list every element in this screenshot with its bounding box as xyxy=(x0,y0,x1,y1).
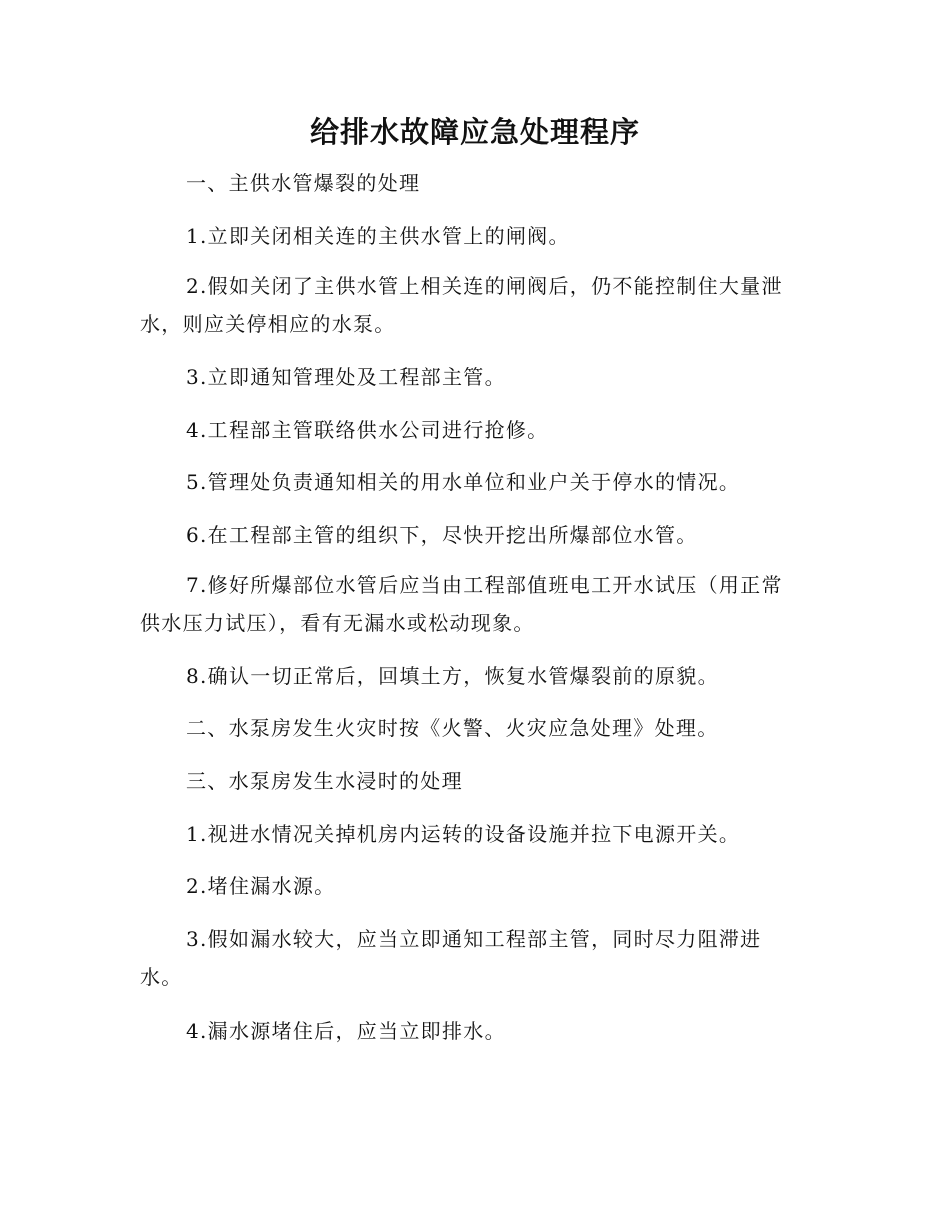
paragraph-1-8: 8.确认一切正常后，回填土方，恢复水管爆裂前的原貌。 xyxy=(186,664,719,688)
paragraph-1-1: 1.立即关闭相关连的主供水管上的闸阀。 xyxy=(186,224,570,248)
paragraph-1-7: 7.修好所爆部位水管后应当由工程部值班电工开水试压（用正常供水压力试压），看有无漏水或松动现象。 xyxy=(140,573,783,635)
document-title: 给排水故障应急处理程序 xyxy=(309,115,640,149)
paragraph-3-2: 2.堵住漏水源。 xyxy=(186,874,336,898)
paragraph-1-6: 6.在工程部主管的组织下，尽快开挖出所爆部位水管。 xyxy=(186,523,698,547)
section-heading-2: 二、水泵房发生火灾时按《火警、火灾应急处理》处理。 xyxy=(186,716,719,740)
paragraph-3-1: 1.视进水情况关掉机房内运转的设备设施并拉下电源开关。 xyxy=(186,822,741,846)
section-heading-1: 一、主供水管爆裂的处理 xyxy=(186,171,421,195)
section-heading-3: 三、水泵房发生水浸时的处理 xyxy=(186,769,463,793)
paragraph-1-5: 5.管理处负责通知相关的用水单位和业户关于停水的情况。 xyxy=(186,470,741,494)
paragraph-1-4: 4.工程部主管联络供水公司进行抢修。 xyxy=(186,418,549,442)
paragraph-1-2: 2.假如关闭了主供水管上相关连的闸阀后，仍不能控制住大量泄水，则应关停相应的水泵。 xyxy=(140,274,783,336)
paragraph-3-4: 4.漏水源堵住后，应当立即排水。 xyxy=(186,1019,506,1043)
paragraph-3-3: 3.假如漏水较大，应当立即通知工程部主管，同时尽力阻滞进水。 xyxy=(140,927,762,989)
paragraph-1-3: 3.立即通知管理处及工程部主管。 xyxy=(186,365,506,389)
